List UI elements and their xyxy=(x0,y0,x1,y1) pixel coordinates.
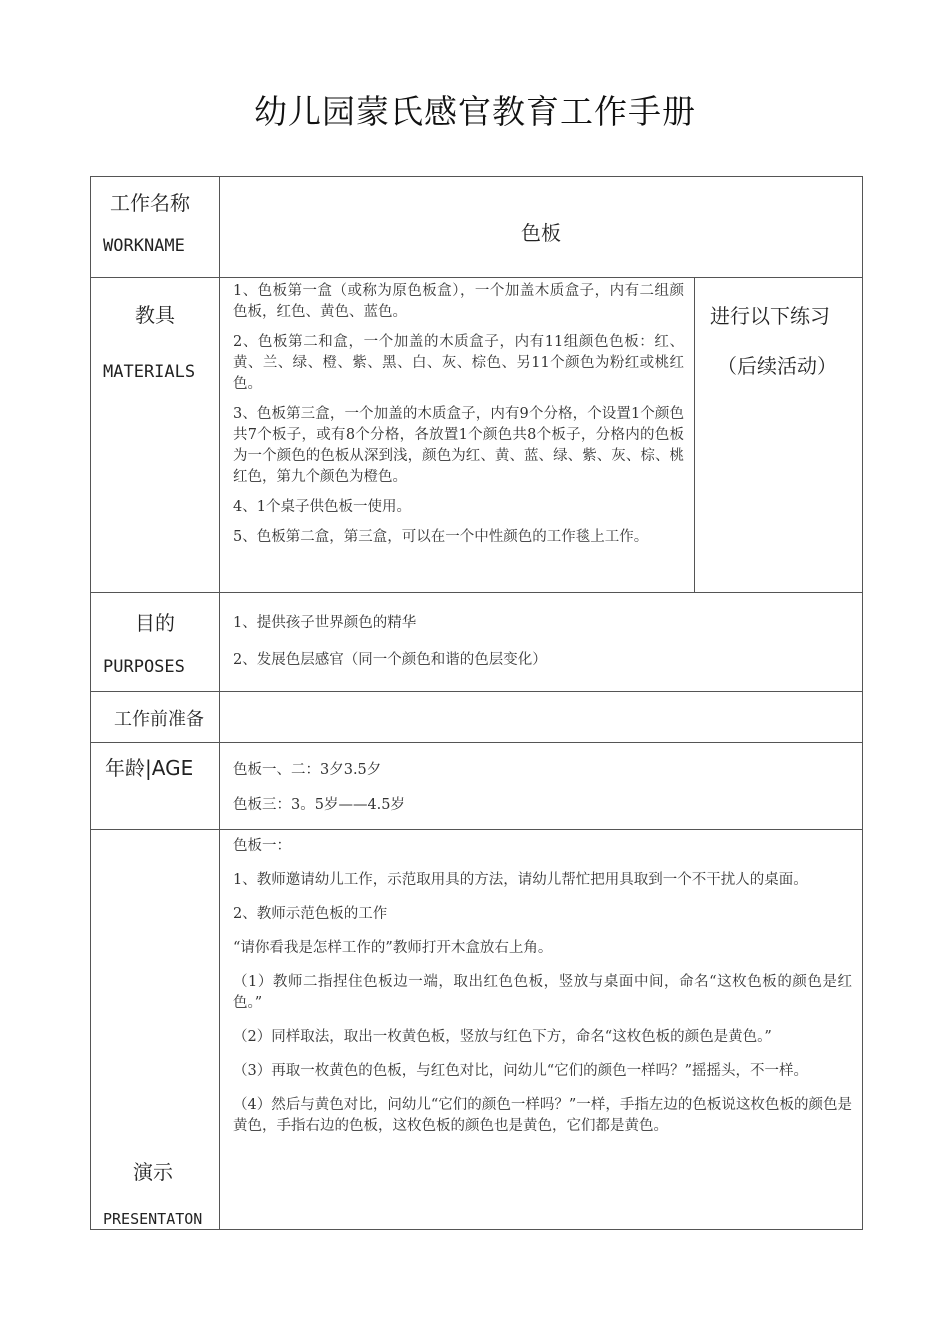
materials-label-en: MATERIALS xyxy=(103,362,196,382)
materials-label-cell xyxy=(91,278,220,592)
materials-label-zh: 教具 xyxy=(135,303,175,327)
presentation-step: 色板一： xyxy=(233,838,291,854)
follow-up-subtitle: （后续活动） xyxy=(717,354,837,378)
materials-list xyxy=(221,278,695,592)
presentation-step: 1、教师邀请幼儿工作，示范取用具的方法，请幼儿帮忙把用具取到一个不干扰人的桌面。 xyxy=(233,872,808,888)
workname-label-en: WORKNAME xyxy=(103,236,185,256)
presentation-label-cell xyxy=(91,830,220,1229)
presentation-row xyxy=(91,830,862,1229)
page-title: 幼儿园蒙氏感官教育工作手册 xyxy=(254,92,696,131)
presentation-step: （4）然后与黄色对比，问幼儿“它们的颜色一样吗？”一样，手指左边的色板说这枚色板的颜色是黄色，手指右边的色板，这枚色板的颜色也是黄色，它们都是黄色。 xyxy=(233,1097,852,1134)
purposes-row xyxy=(91,593,862,692)
presentation-step: “请你看我是怎样工作的”教师打开木盒放右上角。 xyxy=(233,940,553,956)
materials-item: 4、1个桌子供色板一使用。 xyxy=(233,499,411,515)
age-value-cell xyxy=(221,743,862,829)
age-label-cell xyxy=(91,743,220,829)
presentation-step: （1）教师二指捏住色板边一端，取出红色色板，竖放与桌面中间，命名“这枚色板的颜色是红色。” xyxy=(233,974,852,1011)
preparation-row xyxy=(91,692,862,743)
presentation-step: （3）再取一枚黄色的色板，与红色对比，问幼儿“它们的颜色一样吗？”摇摇头，不一样。 xyxy=(233,1063,809,1079)
purposes-value-cell xyxy=(221,593,862,691)
preparation-value-cell xyxy=(221,692,862,742)
workname-value: 色板 xyxy=(521,221,561,245)
age-row xyxy=(91,743,862,830)
materials-value-cell xyxy=(221,278,862,592)
materials-item: 2、色板第二和盒，一个加盖的木质盒子，内有11组颜色色板：红、黄、兰、绿、橙、紫、黑、白、灰、棕色、另11个颜色为粉红或桃红色。 xyxy=(233,334,684,392)
presentation-value-cell xyxy=(221,830,862,1229)
purposes-item: 1、提供孩子世界颜色的精华 xyxy=(233,615,417,631)
purposes-label-zh: 目的 xyxy=(135,611,175,635)
workname-row xyxy=(91,177,862,278)
materials-item: 5、色板第二盒，第三盒，可以在一个中性颜色的工作毯上工作。 xyxy=(233,529,649,545)
workname-value-cell xyxy=(221,177,862,277)
age-label: 年龄|AGE xyxy=(105,756,194,780)
workname-label-zh: 工作名称 xyxy=(110,191,190,215)
work-manual-table xyxy=(90,176,863,1230)
follow-up-cell xyxy=(695,278,862,592)
preparation-label-cell xyxy=(91,692,220,742)
workname-label-cell xyxy=(91,177,220,277)
presentation-step: （2）同样取法，取出一枚黄色板，竖放与红色下方，命名“这枚色板的颜色是黄色。” xyxy=(233,1029,772,1045)
purposes-label-cell xyxy=(91,593,220,691)
materials-row xyxy=(91,278,862,593)
preparation-label: 工作前准备 xyxy=(114,709,204,730)
presentation-label-zh: 演示 xyxy=(133,1160,173,1184)
purposes-item: 2、发展色层感官（同一个颜色和谐的色层变化） xyxy=(233,652,547,668)
materials-item: 1、色板第一盒（或称为原色板盒），一个加盖木质盒子，内有二组颜色板，红色、黄色、蓝色。 xyxy=(233,283,684,320)
presentation-label-en: PRESENTATON xyxy=(103,1210,203,1228)
age-item: 色板一、二：3夕3.5夕 xyxy=(233,762,382,778)
materials-item: 3、色板第三盒，一个加盖的木质盒子，内有9个分格，个设置1个颜色共7个板子，或有8个分格，各放置1个颜色共8个板子，分格内的色板为一个颜色的色板从深到浅，颜色为红、黄、蓝、绿、紫、灰、棕、桃红色，第九个颜色为橙色。 xyxy=(233,406,684,485)
age-item: 色板三：3。5岁——4.5岁 xyxy=(233,797,406,813)
follow-up-title: 进行以下练习 xyxy=(710,304,830,328)
presentation-step: 2、教师示范色板的工作 xyxy=(233,906,388,922)
purposes-label-en: PURPOSES xyxy=(103,657,185,677)
